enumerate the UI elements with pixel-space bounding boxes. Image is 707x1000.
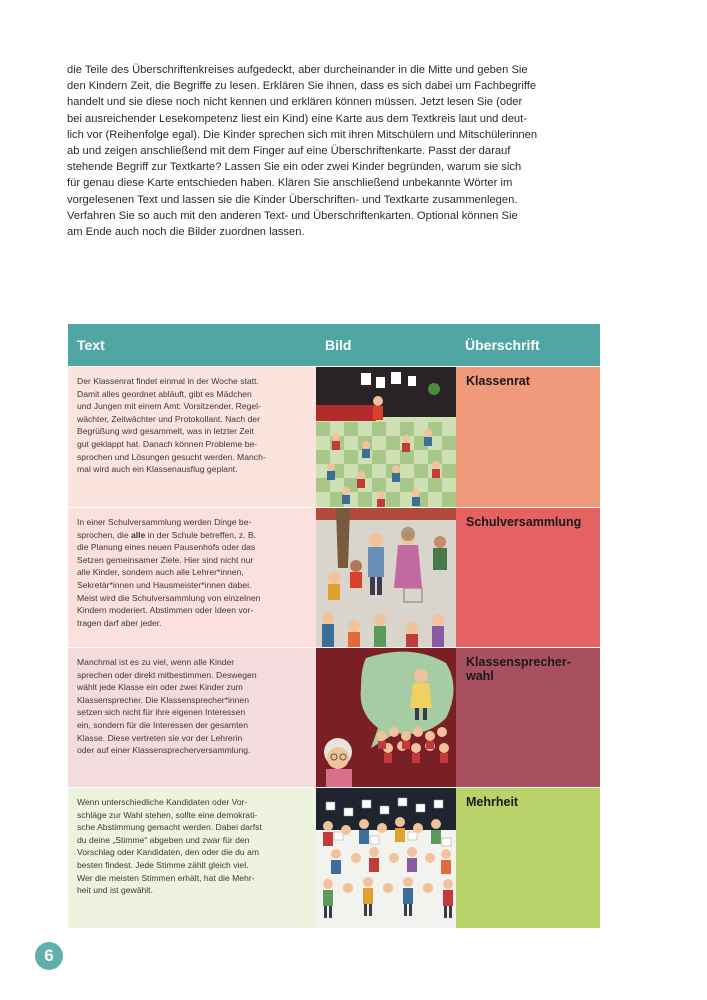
text-line: Kindern moderiert. Abstimmen oder Ideen vor- xyxy=(77,605,254,616)
header-heading: Überschrift xyxy=(465,337,540,353)
row-heading xyxy=(456,648,600,787)
text-line: setzen sich nicht für ihre eigenen Interessen xyxy=(77,707,246,718)
intro-line: die Teile des Überschriftenkreises aufgedeckt, aber durcheinander in die Mitte und geben Sie xyxy=(67,64,528,76)
text-line: Begrüßung wird gesammelt, was in letzter Zeit xyxy=(77,426,254,437)
text-line: Wer die meisten Stimmen erhält, hat die Mehr- xyxy=(77,872,255,883)
text-line: sprechen oder direkt mitbestimmen. Deswegen xyxy=(77,669,257,680)
text-line: alle Kinder, sondern auch alle Lehrer*innen, xyxy=(77,567,244,578)
text-line: und Jungen mit einem Amt: Vorsitzender, Regel- xyxy=(77,401,261,412)
header-text: Text xyxy=(77,337,105,353)
text-line: wählt jede Klasse ein oder zwei Kinder zum xyxy=(77,682,243,693)
intro-text xyxy=(67,62,602,240)
text-line: sprochen und Lösungen gesucht werden. Manch- xyxy=(77,451,266,462)
table-row-schulversammlung xyxy=(68,507,600,647)
table-row-mehrheit xyxy=(68,787,600,928)
row-text xyxy=(68,508,316,647)
heading-line: Mehrheit xyxy=(466,795,519,809)
emphasis-word: alle xyxy=(130,529,146,540)
text-line: Klassensprecher. Die Klassensprecher*innen xyxy=(77,694,249,705)
table-row-klassensprecherwahl xyxy=(68,647,600,787)
intro-line: den Kindern Zeit, die Begriffe zu lesen. Erklären Sie ihnen, dass es sich dabei um Fachbegriffe xyxy=(67,80,537,93)
heading-line: Schulversammlung xyxy=(466,515,582,529)
intro-line: lich vor (Reihenfolge egal). Die Kinder sprechen sich mit ihren Mitschülern und Mitschülerinnen xyxy=(67,128,538,141)
text-line: heit und ist gewählt. xyxy=(77,885,153,896)
intro-line: für genau diese Karte entschieden haben. Klären Sie anschließend unbekannte Wörter im xyxy=(67,177,513,190)
header-image: Bild xyxy=(325,337,352,353)
table-header xyxy=(68,324,600,366)
heading-line: Klassenrat xyxy=(466,374,530,388)
schulversammlung-illustration xyxy=(316,508,456,647)
text-line: Klasse. Diese vertreten sie vor der Lehrerin xyxy=(77,732,243,743)
row-heading xyxy=(456,508,600,647)
intro-line: handelt und sie diese noch nicht kennen und erklären können müssen. Jetzt lesen Sie (oder xyxy=(67,96,523,109)
text-segment: in der Schule betreffen, z. B. xyxy=(145,529,256,540)
intro-line: Verfahren Sie so auch mit den anderen Text- und Überschriftenkarten. Optional können Sie xyxy=(67,209,518,222)
text-line: die Planung eines neuen Pausenhofs oder das xyxy=(77,542,256,553)
row-heading xyxy=(456,788,600,928)
text-line: wächter, Zeitwächter und Protokollant. Nach der xyxy=(77,413,260,424)
row-text xyxy=(68,648,316,787)
text-line: sche Abstimmung gemacht werden. Dabei darfst xyxy=(77,822,262,833)
text-line: ein, sondern für die Interessen der gesamten xyxy=(77,719,249,730)
row-text xyxy=(68,367,316,507)
intro-line: ab und zeigen anschließend mit dem Finger auf eine Überschriftenkarte. Passt der darauf xyxy=(67,145,511,158)
text-line: mal wird auch ein Klassenausflug geplant. xyxy=(77,464,238,475)
text-segment: sprochen, die xyxy=(77,529,131,540)
text-line: Meist wird die Schulversammlung von einzelnen xyxy=(77,592,261,603)
text-line: du deine „Stimme“ abgeben und zwar für den xyxy=(77,834,250,845)
text-line: Damit alles geordnet abläuft, gibt es Mädchen xyxy=(77,388,252,399)
text-line: Sekretär*innen und Hausmeister*innen dabei. xyxy=(77,579,252,590)
text-line: Setzen gemeinsamer Ziele. Hier sind nicht nur xyxy=(77,554,254,565)
text-line: In einer Schulversammlung werden Dinge be- xyxy=(77,517,252,527)
text-line: besten findest. Jede Stimme zählt gleich viel. xyxy=(77,859,249,870)
text-line: schläge zur Wahl stehen, sollte eine demokrati- xyxy=(77,809,258,820)
text-line: Vorschlag oder Kandidaten, den oder die du am xyxy=(77,847,260,858)
row-heading xyxy=(456,367,600,507)
text-line: tragen darf aber jeder. xyxy=(77,617,162,628)
intro-line: am Ende auch noch die Bilder zuordnen lassen. xyxy=(67,226,305,239)
intro-line: bei ausreichender Lesekompetenz liest ein Kind) eine Karte aus dem Textkreis laut und deut- xyxy=(67,112,527,125)
text-line xyxy=(77,529,308,542)
klassensprecherwahl-illustration xyxy=(316,648,456,787)
heading-line: Klassensprecher- xyxy=(466,655,571,669)
matching-table xyxy=(68,324,600,928)
mehrheit-illustration xyxy=(316,788,456,928)
text-line: Wenn unterschiedliche Kandidaten oder Vor- xyxy=(77,797,248,807)
page-number: 6 xyxy=(35,942,63,970)
table-row-klassenrat xyxy=(68,366,600,507)
text-line: oder auf einer Klassensprecherversammlung. xyxy=(77,745,251,756)
text-line: gut geklappt hat. Danach können Probleme be- xyxy=(77,438,258,449)
intro-line: stehende Begriff zur Textkarte? Lassen Sie ein oder zwei Kinder begründen, warum sie sich xyxy=(67,161,522,174)
heading-line: wahl xyxy=(466,669,494,683)
klassenrat-illustration xyxy=(316,367,456,507)
text-line: Manchmal ist es zu viel, wenn alle Kinder xyxy=(77,657,235,667)
row-text xyxy=(68,788,316,928)
intro-line: vorgelesenen Text und lassen sie die Kinder Überschriften- und Textkarte zusammenlegen. xyxy=(67,193,518,206)
text-line: Der Klassenrat findet einmal in der Woche statt. xyxy=(77,376,259,386)
